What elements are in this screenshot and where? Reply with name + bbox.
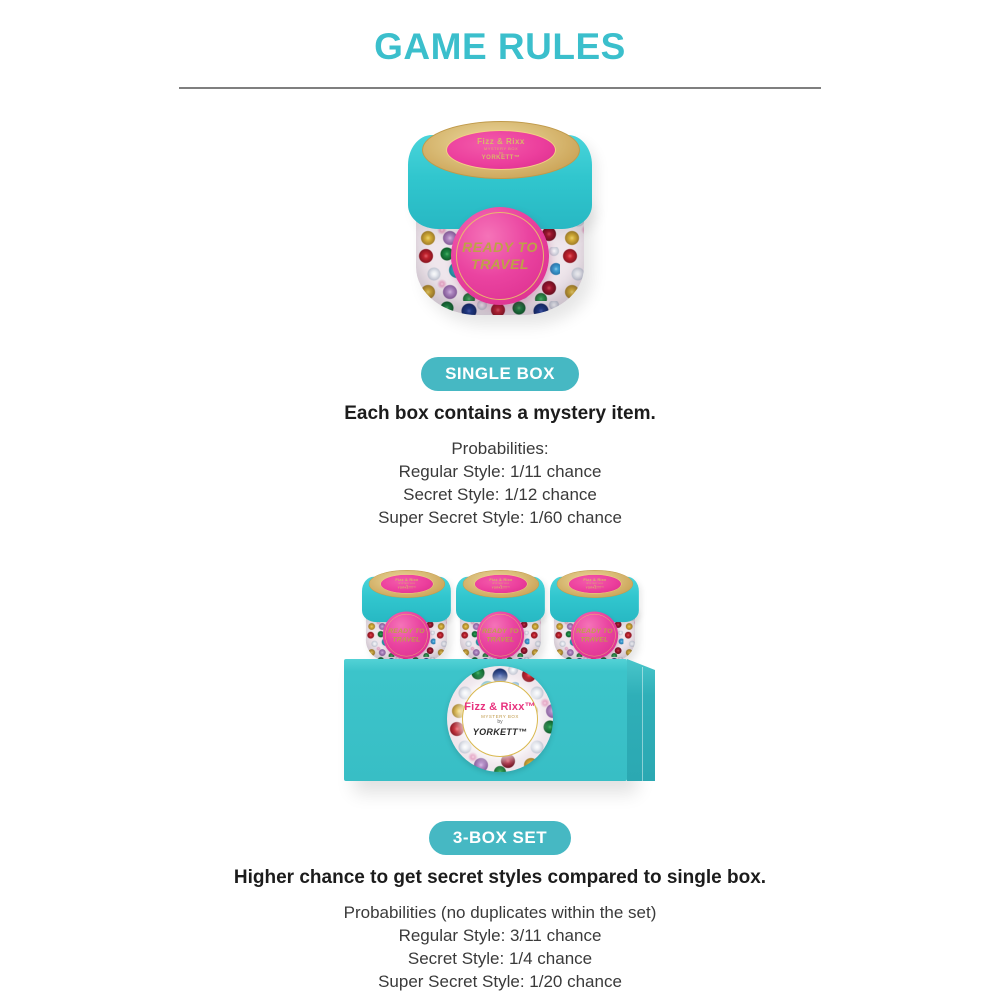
ready-to-travel-text: READY TO TRAVEL — [575, 626, 613, 643]
jar-lid-brand-label — [568, 574, 621, 593]
by-text: by — [499, 583, 502, 587]
mini-jar — [456, 569, 545, 664]
probability-line: Super Secret Style: 1/60 chance — [378, 508, 622, 527]
mystery-box-text: MYSTERY BOX — [483, 145, 519, 151]
single-box-headline: Each box contains a mystery item. — [344, 403, 656, 424]
brand-name-text: Fizz & Rixx — [477, 137, 525, 147]
jar — [408, 119, 592, 317]
probability-line: Regular Style: 3/11 chance — [398, 926, 602, 945]
brand-name-text: Fizz & Rixx™ — [464, 700, 536, 713]
ready-to-travel-label — [382, 612, 429, 659]
mini-jar — [550, 569, 639, 664]
gift-box-side — [627, 659, 655, 781]
gift-box-brand-core — [463, 682, 537, 756]
probabilities-title: Probabilities (no duplicates within the set) — [343, 903, 657, 922]
page-title: GAME RULES — [374, 26, 626, 67]
probability-line: Secret Style: 1/12 chance — [403, 485, 597, 504]
ready-to-travel-text: READY TO TRAVEL — [481, 626, 519, 643]
mystery-box-text: MYSTERY BOX — [586, 581, 603, 585]
mystery-box-text: MYSTERY BOX — [398, 581, 415, 585]
by-text: by — [497, 719, 503, 726]
jar-lid-brand-label — [380, 574, 433, 593]
single-box-image — [408, 119, 592, 319]
jar-lid-gold-top — [422, 121, 580, 179]
mystery-box-text: MYSTERY BOX — [481, 714, 519, 720]
ready-to-travel-label — [451, 207, 549, 305]
maker-name-text: YORKETT™ — [481, 155, 521, 162]
box-set-probabilities — [0, 901, 1000, 993]
probability-line: Secret Style: 1/4 chance — [407, 949, 593, 968]
single-box-probabilities — [0, 437, 1000, 529]
single-box-badge: SINGLE BOX — [421, 357, 579, 391]
ready-to-travel-label — [476, 612, 523, 659]
box-set-badge: 3-BOX SET — [429, 821, 571, 855]
by-text: by — [498, 150, 504, 156]
box-set-headline: Higher chance to get secret styles compared to single box. — [233, 867, 767, 888]
ready-to-travel-label — [570, 612, 617, 659]
gift-box — [344, 655, 656, 783]
three-box-set-image — [335, 569, 665, 783]
ready-to-travel-text: READY TO TRAVEL — [387, 626, 425, 643]
probability-line: Super Secret Style: 1/20 chance — [378, 972, 622, 991]
mini-jar — [362, 569, 451, 664]
maker-name-text: YORKETT™ — [585, 586, 604, 590]
brand-name-text: Fizz & Rixx — [488, 577, 512, 583]
jar-lid-gold-top — [462, 570, 538, 598]
by-text: by — [405, 583, 408, 587]
maker-name-text: YORKETT™ — [397, 586, 416, 590]
jar-lid-brand-label — [474, 574, 527, 593]
brand-name-text: Fizz & Rixx — [394, 577, 418, 583]
jar-lid-gold-top — [368, 570, 444, 598]
title-divider — [179, 87, 821, 89]
probabilities-title: Probabilities: — [451, 439, 549, 458]
set-jar-row — [335, 569, 665, 664]
probability-line: Regular Style: 1/11 chance — [398, 462, 602, 481]
mystery-box-text: MYSTERY BOX — [492, 581, 509, 585]
ready-to-travel-text: READY TO TRAVEL — [462, 239, 538, 272]
maker-name-text: YORKETT™ — [472, 727, 528, 738]
jar-lid-brand-label — [446, 130, 556, 170]
gift-box-brand-label — [447, 666, 553, 772]
brand-name-text: Fizz & Rixx — [582, 577, 606, 583]
by-text: by — [593, 583, 596, 587]
maker-name-text: YORKETT™ — [491, 586, 510, 590]
jar-lid-gold-top — [556, 570, 632, 598]
